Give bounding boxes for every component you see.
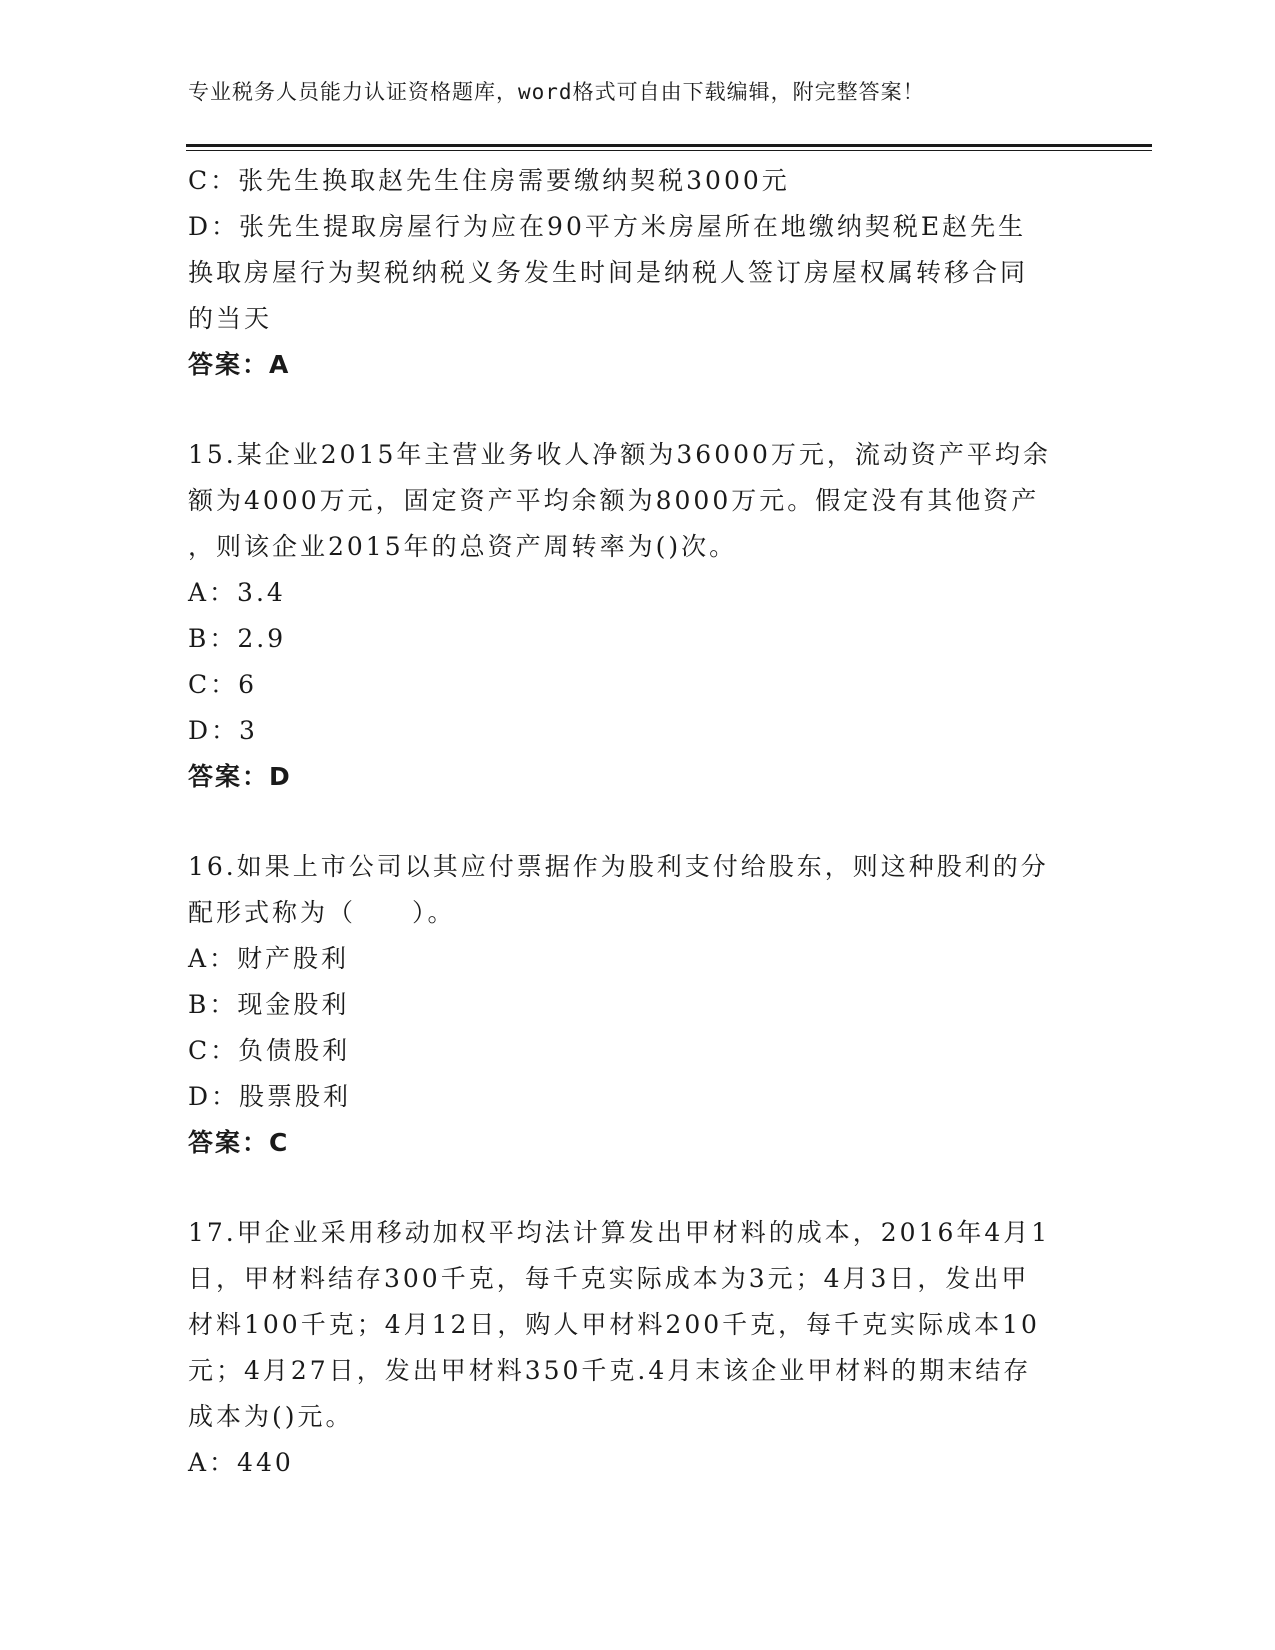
question-stem-line: 16.如果上市公司以其应付票据作为股利支付给股东，则这种股利的分 — [188, 852, 1049, 881]
option-d-line: D：张先生提取房屋行为应在90平方米房屋所在地缴纳契税E赵先生 — [188, 212, 1027, 241]
option-a: A：440 — [188, 1448, 294, 1477]
page-header: 专业税务人员能力认证资格题库，word格式可自由下载编辑，附完整答案！ — [188, 80, 925, 104]
spacer — [188, 1166, 1078, 1210]
question-stem-line: 配形式称为（ ）。 — [188, 898, 456, 927]
option-b: B：现金股利 — [188, 990, 350, 1019]
option-d: D：股票股利 — [188, 1082, 352, 1111]
question-stem-line: 元；4月27日，发出甲材料350千克.4月末该企业甲材料的期末结存 — [188, 1356, 1032, 1385]
option-b: B：2.9 — [188, 624, 287, 653]
question-stem-line: 日，甲材料结存300千克，每千克实际成本为3元；4月3日，发出甲 — [188, 1264, 1030, 1293]
question-content — [188, 158, 1078, 1486]
question-16 — [188, 844, 1078, 1166]
option-d: D：3 — [188, 716, 258, 745]
option-a: A：3.4 — [188, 578, 286, 607]
header-rule-thin — [186, 150, 1152, 151]
spacer — [188, 388, 1078, 432]
option-c: C：张先生换取赵先生住房需要缴纳契税3000元 — [188, 166, 790, 195]
header-rule-thick — [186, 144, 1152, 147]
question-15 — [188, 432, 1078, 800]
spacer — [188, 800, 1078, 844]
option-a: A：财产股利 — [188, 944, 350, 973]
answer-label: 答案：C — [188, 1128, 290, 1157]
question-stem-line: 额为4000万元，固定资产平均余额为8000万元。假定没有其他资产 — [188, 486, 1040, 515]
answer-label: 答案：A — [188, 350, 291, 379]
option-c: C：负债股利 — [188, 1036, 351, 1065]
option-c: C：6 — [188, 670, 258, 699]
question-stem-line: 17.甲企业采用移动加权平均法计算发出甲材料的成本，2016年4月1 — [188, 1218, 1051, 1247]
question-17 — [188, 1210, 1078, 1486]
question-stem-line: 成本为()元。 — [188, 1402, 354, 1431]
question-stem-line: ，则该企业2015年的总资产周转率为()次。 — [188, 532, 738, 561]
option-d-line: 换取房屋行为契税纳税义务发生时间是纳税人签订房屋权属转移合同 — [188, 258, 1029, 287]
question-stem-line: 15.某企业2015年主营业务收人净额为36000万元，流动资产平均余 — [188, 440, 1051, 469]
question-14-tail — [188, 158, 1078, 388]
question-stem-line: 材料100千克；4月12日，购人甲材料200千克，每千克实际成本10 — [188, 1310, 1040, 1339]
option-d-line: 的当天 — [188, 304, 273, 333]
answer-label: 答案：D — [188, 762, 292, 791]
